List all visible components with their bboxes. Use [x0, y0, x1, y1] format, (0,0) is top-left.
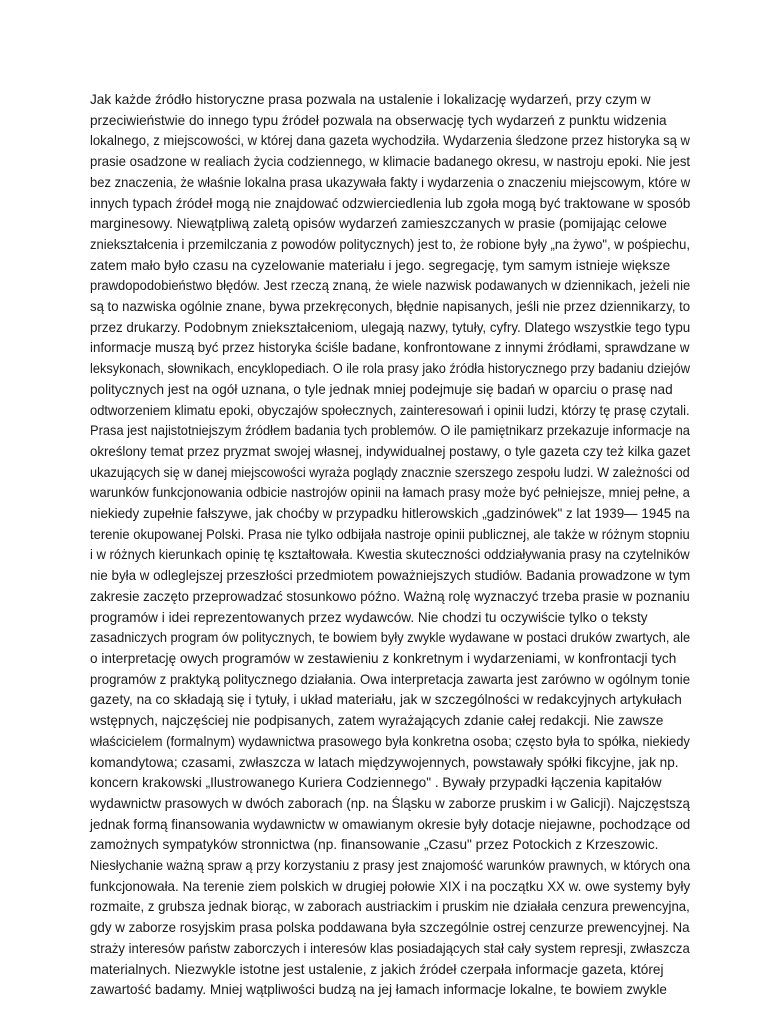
text-line: zawartość badamy. Mniej wątpliwości budzą na jej łamach informacje lokalne, te bowiem zwykle [90, 982, 667, 998]
text-line: warunków funkcjonowania odbicie nastrojów opinii na łamach prasy może być pełniejsze, mniej pełne, a [90, 485, 690, 501]
text-line: zniekształcenia i przemilczania z powodów politycznych) jest to, że robione były „na żywo", w pośpiechu, [90, 236, 690, 252]
text-line: zakresie zaczęto przeprowadzać stosunkowo późno. Ważną rolę wyznaczyć trzeba prasie w poznaniu [90, 588, 690, 604]
text-line: Jak każde źródło historyczne prasa pozwala na ustalenie i lokalizację wydarzeń, przy czym w [90, 92, 651, 107]
text-line: prawdopodobieństwo błędów. Jest rzeczą znaną, że wiele nazwisk podawanych w dziennikach, jeżeli nie [90, 278, 691, 294]
text-line: zatem mało było czasu na cyzelowanie materiału i jego. segregację, tym samym istnieje większe [90, 257, 671, 273]
text-line: straży interesów państw zaborczych i interesów klas posiadających stał cały system represji, zwłaszcza [90, 940, 690, 956]
text-line: są to nazwiska ogólnie znane, bywa przekręconych, błędnie napisanych, jeśli nie przez dziennikarzy, to [90, 299, 691, 315]
text-line: o interpretację owych programów w zestawieniu z konkretnym i wydarzeniami, w konfrontacji tych [90, 650, 677, 666]
text-line: prasie osadzone w realiach życia codziennego, w klimacie badanego okresu, w nastroju epoki. Nie jest [90, 154, 691, 170]
text-line: jednak formą finansowania wydawnictw w omawianym okresie były dotacje niejawne, pochodzące od [90, 816, 691, 832]
text-line: i w różnych kierunkach opinię tę kształtowała. Kwestia skuteczności oddziaływania prasy na czytelników [90, 547, 690, 563]
text-line: nie była w odleglejszej przeszłości przedmiotem poważniejszych studiów. Badania prowadzone w tym [90, 568, 691, 584]
text-line: materialnych. Niezwykle istotne jest ustalenie, z jakich źródeł czerpała informacje gazeta, której [90, 961, 664, 977]
text-line: wydawnictw prasowych w dwóch zaborach (np. na Śląsku w zaborze pruskim i w Galicji). Najczęstszą [90, 795, 690, 811]
text-line: politycznych jest na ogół uznana, o tyle jednak mniej podejmuje się badań w oparciu o prasę nad [90, 381, 673, 397]
text-line: koncern krakowski „Ilustrowanego Kuriera Codziennego" . Bywały przypadki łączenia kapitałów [90, 775, 662, 791]
text-line: wstępnych, najczęściej nie podpisanych, zatem wyrażających zdanie całej redakcji. Nie zawsze [90, 713, 664, 729]
text-line: ukazujących się w danej miejscowości wyraża poglądy znacznie szerszego zespołu ludzi. W zależności od [90, 464, 690, 480]
text-line: Prasa jest najistotniejszym źródłem badania tych problemów. O ile pamiętnikarz przekazuje informacje na [90, 423, 690, 439]
text-line: przez drukarzy. Podobnym zniekształceniom, ulegają nazwy, tytuły, cyfry. Dlatego wszystkie tego typu [90, 319, 691, 335]
text-line: Niesłychanie ważną spraw ą przy korzystaniu z prasy jest znajomość warunków prawnych, w których ona [90, 858, 691, 874]
text-line: odtworzeniem klimatu epoki, obyczajów społecznych, zainteresowań i opinii ludzi, którzy tę prasę czytali. [90, 402, 690, 418]
text-line: informacje muszą być przez historyka ściśle badane, konfrontowane z innymi źródłami, sprawdzane w [90, 340, 690, 356]
text-line: innych typach źródeł mogą nie znajdować odzwierciedlenia lub zgoła mogą być traktowane w sposób [90, 195, 691, 211]
text-line: przeciwieństwie do innego typu źródeł pozwala na obserwację tych wydarzeń z punktu widzenia [90, 112, 667, 128]
text-line: programów z praktyką politycznego działania. Owa interpretacja zawarta jest zarówno w ogólnym tonie [90, 671, 691, 687]
text-line: właścicielem (formalnym) wydawnictwa prasowego była konkretna osoba; często była to spółka, niekiedy [90, 733, 690, 749]
text-line: niekiedy zupełnie fałszywe, jak choćby w przypadku hitlerowskich „gadzinówek" z lat 1939— 1945 na [90, 506, 690, 522]
text-line: gdy w zaborze rosyjskim prasa polska poddawana była szczególnie ostrej cenzurze prewencyjnej. Na [90, 920, 690, 936]
text-line: zasadniczych program ów politycznych, te bowiem były zwykle wydawane w postaci druków zwartych, ale [90, 630, 691, 646]
text-line: funkcjonowała. Na terenie ziem polskich w drugiej połowie XIX i na początku XX w. owe systemy były [90, 878, 691, 894]
text-line: gazety, na co składają się i tytuły, i układ materiału, jak w szczególności w redakcyjnych artykułach [90, 692, 682, 708]
text-line: marginesowy. Niewątpliwą zaletą opisów wydarzeń zamieszczanych w prasie (pomijając celowe [90, 216, 667, 232]
text-line: lokalnego, z miejscowości, w której dana gazeta wychodziła. Wydarzenia śledzone przez historyka są w [90, 133, 690, 149]
text-line: terenie okupowanej Polski. Prasa nie tylko odbijała nastroje opinii publicznej, ale także w różnym stopniu [90, 526, 690, 542]
text-line: programów i idei reprezentowanych przez wydawców. Nie chodzi tu oczywiście tylko o teksty [90, 609, 648, 625]
text-line: rozmaite, z grubsza jednak biorąc, w zaborach austriackim i pruskim nie działała cenzura prewencyjna, [90, 899, 690, 915]
body-text [90, 90, 690, 1001]
text-line: zamożnych sympatyków stronnictwa (np. finansowanie „Czasu" przez Potockich z Krzeszowic. [90, 837, 659, 853]
text-line: komandytowa; czasami, zwłaszcza w latach międzywojennych, powstawały spółki fikcyjne, jak np. [90, 754, 679, 770]
text-line: bez znaczenia, że właśnie lokalna prasa ukazywała fakty i wydarzenia o znaczeniu miejscowym, które w [90, 174, 691, 190]
text-line: określony temat przez pryzmat swojej własnej, indywidualnej postawy, o tyle gazeta czy też kilka gazet [90, 443, 691, 459]
text-line: leksykonach, słownikach, encyklopediach. O ile rola prasy jako źródła historycznego przy badaniu dziejów [90, 361, 690, 377]
